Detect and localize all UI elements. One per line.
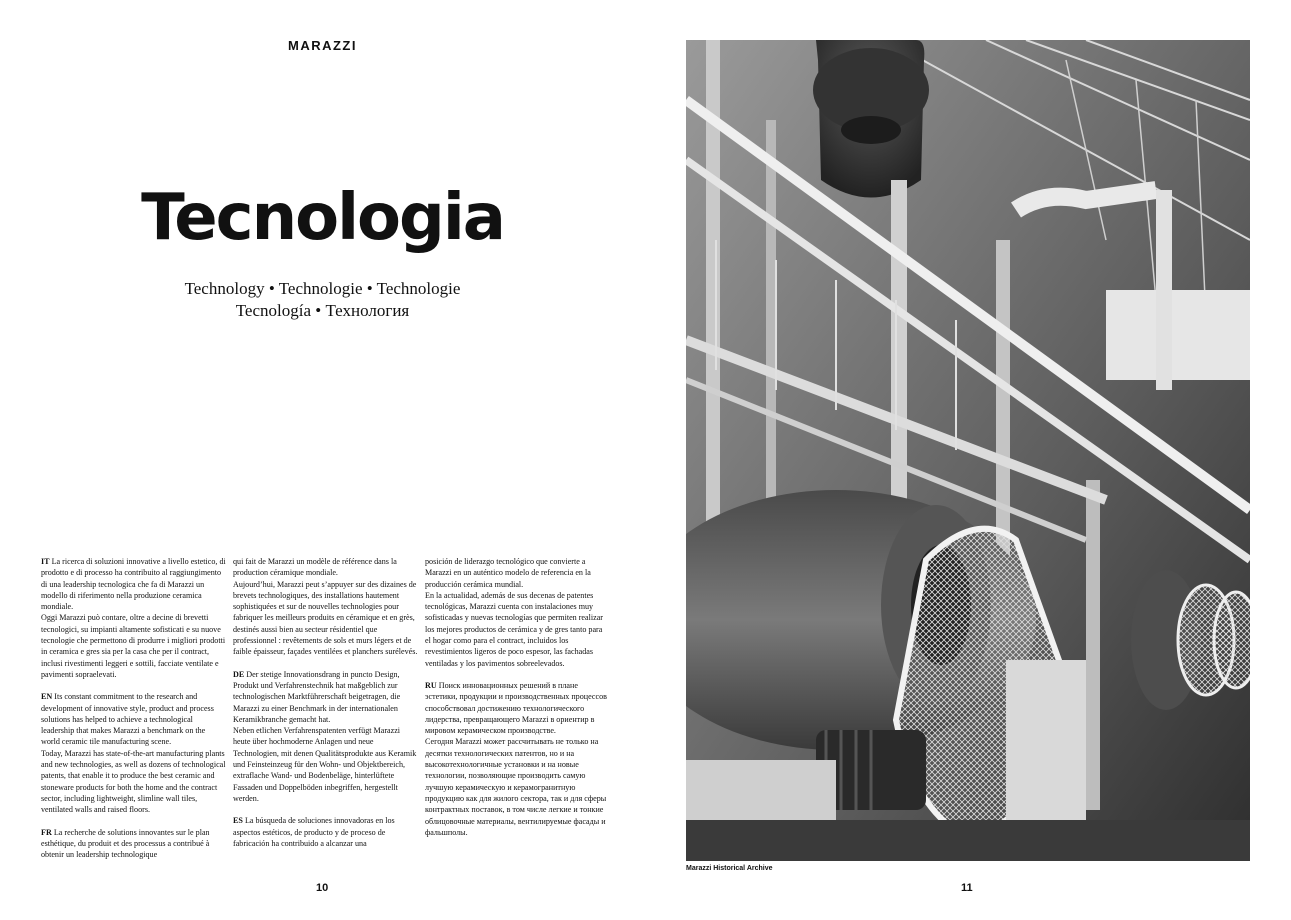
fr-text-1a: La recherche de solutions innovantes sur le plan esthétique, du produit et des processus a contribué à obtenir un leadership technologique [41,827,210,860]
lang-tag-es: ES [233,816,243,826]
paragraph-es-cont [425,556,610,669]
page-title: Tecnologia [141,181,504,255]
lang-tag-it: IT [41,557,50,566]
paragraph-de [233,669,418,805]
lang-tag-ru: RU [425,680,437,690]
factory-machinery-image [686,40,1250,861]
text-column-1 [41,556,226,871]
fr-text-2: Aujourd’hui, Marazzi peut s’appuyer sur des dizaines de brevets technologiques, des installations hautement sophistiquées et sur de nouvelles technologies pour fabriquer les meilleurs produits en céramique et en grès, destinés aussi bien au secteur résidentiel que professionnel : revêtements de sols et murs légers et de faible épaisseur, façades ventilées et planchers surélevés. [233,579,418,657]
ru-text-1: Поиск инновационных решений в плане эстетики, продукции и производственных процессов способствовал достижению технологического лидерства, превращающего Marazzi в ориентир в мировом керамическом производстве. [425,680,607,736]
lang-tag-fr: FR [41,827,52,837]
de-text-2: Neben etlichen Verfahrenspatenten verfügt Marazzi heute über hochmoderne Anlagen und neue Technologien, mit denen Qualitätsprodukte aus Keramik und Feinsteinzeug für den Wohn- und Objektbereich, extraflache Wand- und Bodenbeläge, hinterlüftete Fassaden und Doppelböden inbegriffen, hergestellt werden. [233,726,417,803]
text-column-3 [425,556,610,849]
page-number-left: 10 [316,882,329,894]
es-text-1b: posición de liderazgo tecnológico que convierte a Marazzi en un auténtico modelo de referencia en la producción cerámica mundial. [425,557,591,589]
en-text-2: Today, Marazzi has state-of-the-art manufacturing plants and new technologies, as well as dozens of technological patents, that enable it to produce the best ceramic and stoneware products for both the home and the contract sector, including lightweight, slimline wall tiles, ventilated walls and raised floors. [41,748,226,815]
subtitle-line-1: Technology • Technologie • Technologie [184,279,461,298]
factory-photo [686,40,1250,861]
paragraph-en [41,691,226,815]
it-text-2: Oggi Marazzi può contare, oltre a decine di brevetti tecnologici, su impianti altamente sofisticati e su nuove tecnologie che permettono di produrre i migliori prodotti in ceramica e gres sia per la casa che per il contract, inclusi rivestimenti leggeri e sottili, facciate ventilate e pavimenti sopraelevati. [41,613,226,679]
paragraph-it [41,556,226,680]
it-text-1: La ricerca di soluzioni innovative a livello estetico, di prodotto e di processo ha contribuito al raggiungimento di una leadership tecnologica che fa di Marazzi un modello di riferimento nella produzione ceramica mondiale. [41,557,226,612]
paragraph-ru [425,680,610,838]
es-text-2: En la actualidad, además de sus decenas de patentes tecnológicas, Marazzi cuenta con instalaciones muy sofisticadas y nuevas tecnologías que permiten realizar los mejores productos de cerámica y de gres tanto para el hogar como para el contract, incluidos los revestimientos ligeros de poco espesor, las fachadas ventiladas y los pavimentos sobreelevados. [425,590,603,668]
lang-tag-en: EN [41,692,53,702]
paragraph-es-start [233,815,418,849]
page-number-right: 11 [961,882,973,894]
brand-header: MARAZZI [288,38,357,53]
es-text-1a: La búsqueda de soluciones innovadoras en los aspectos estéticos, de producto y de proceso de fabricación ha contribuido a alcanzar una [233,816,395,848]
en-text-1: Its constant commitment to the research and development of innovative style, product and process solutions has helped to achieve a technological leadership that makes Marazzi a benchmark on the world ceramic tile manufacturing scene. [41,692,214,747]
photo-caption: Marazzi Historical Archive [686,865,773,872]
lang-tag-de: DE [233,669,245,679]
subtitle-line-2: Tecnología • Технология [235,301,410,320]
ru-text-2: Сегодня Marazzi может рассчитывать не только на десятки технологических патентов, но и на высокотехнологичные установки и на новые технологии, позволяющие производить самую лучшую керамическую и керамогранитную продукцию как для жилого сектора, так и для сферы контрактных поставок, в том числе легкие и тонкие облицовочные материалы, вентилируемые фасады и фальшполы. [425,737,607,837]
paragraph-fr-start [41,827,226,861]
fr-text-1b: qui fait de Marazzi un modèle de référence dans la production céramique mondiale. [233,557,397,578]
paragraph-fr-cont [233,556,418,658]
text-column-2 [233,556,418,860]
de-text-1: Der stetige Innovationsdrang in puncto Design, Produkt und Verfahrenstechnik hat maßgeblich zur technologischen Marktführerschaft beigetragen, die Marazzi zu einer Benchmark in der internationalen Keramikbranche gemacht hat. [233,669,401,724]
title-translations [0,278,645,322]
